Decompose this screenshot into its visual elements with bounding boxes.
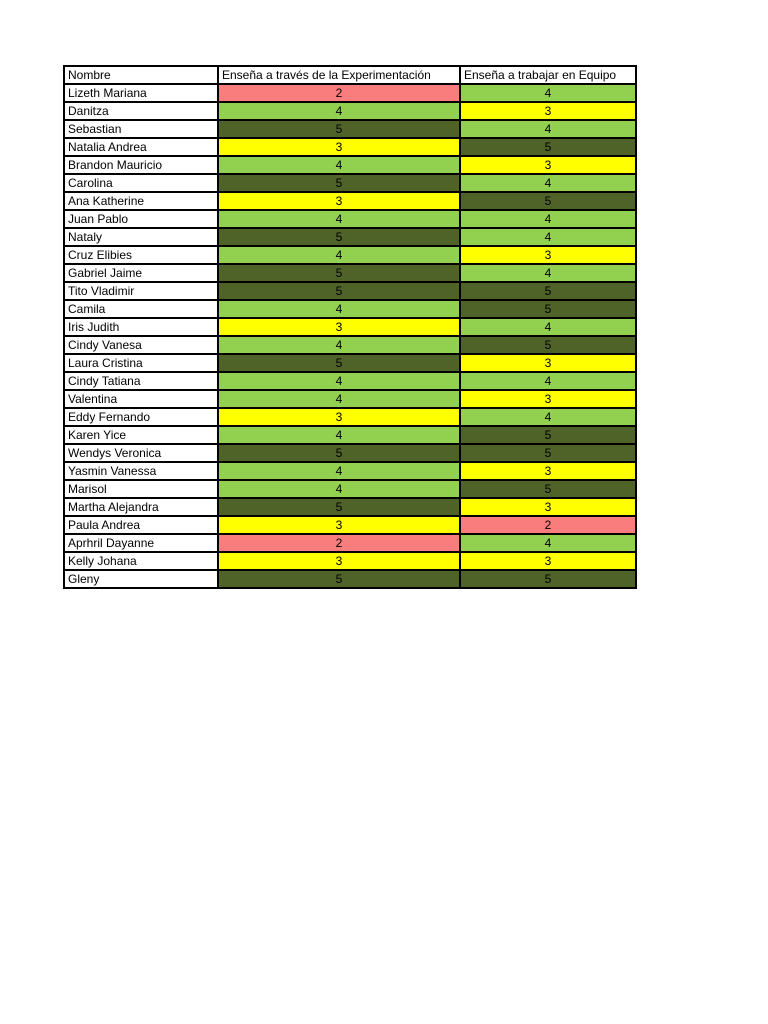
- cell-equipo: 4: [460, 120, 636, 138]
- cell-experimentacion: 5: [218, 570, 460, 588]
- cell-equipo: 3: [460, 462, 636, 480]
- cell-equipo: 3: [460, 246, 636, 264]
- cell-experimentacion: 5: [218, 120, 460, 138]
- table-row: [64, 210, 636, 228]
- cell-nombre: Marisol: [64, 480, 218, 498]
- table-row: [64, 192, 636, 210]
- cell-nombre: Iris Judith: [64, 318, 218, 336]
- cell-experimentacion: 4: [218, 372, 460, 390]
- cell-nombre: Sebastian: [64, 120, 218, 138]
- table-row: [64, 534, 636, 552]
- cell-experimentacion: 5: [218, 174, 460, 192]
- cell-nombre: Danitza: [64, 102, 218, 120]
- cell-nombre: Natalia Andrea: [64, 138, 218, 156]
- cell-nombre: Valentina: [64, 390, 218, 408]
- table-row: [64, 156, 636, 174]
- cell-nombre: Martha Alejandra: [64, 498, 218, 516]
- table-row: [64, 84, 636, 102]
- table-row: [64, 102, 636, 120]
- header-experimentacion: Enseña a través de la Experimentación: [218, 66, 460, 84]
- cell-equipo: 4: [460, 228, 636, 246]
- cell-equipo: 3: [460, 498, 636, 516]
- cell-experimentacion: 4: [218, 102, 460, 120]
- cell-experimentacion: 4: [218, 390, 460, 408]
- table-row: [64, 300, 636, 318]
- cell-equipo: 3: [460, 156, 636, 174]
- cell-nombre: Cindy Vanesa: [64, 336, 218, 354]
- cell-nombre: Camila: [64, 300, 218, 318]
- table-row: [64, 570, 636, 588]
- header-nombre: Nombre: [64, 66, 218, 84]
- cell-experimentacion: 4: [218, 336, 460, 354]
- cell-nombre: Wendys Veronica: [64, 444, 218, 462]
- cell-nombre: Ana Katherine: [64, 192, 218, 210]
- cell-experimentacion: 3: [218, 138, 460, 156]
- cell-experimentacion: 4: [218, 480, 460, 498]
- cell-nombre: Yasmin Vanessa: [64, 462, 218, 480]
- cell-nombre: Laura Cristina: [64, 354, 218, 372]
- cell-equipo: 5: [460, 282, 636, 300]
- cell-experimentacion: 5: [218, 282, 460, 300]
- cell-experimentacion: 5: [218, 354, 460, 372]
- table-row: [64, 444, 636, 462]
- cell-experimentacion: 5: [218, 498, 460, 516]
- cell-equipo: 4: [460, 174, 636, 192]
- table-row: [64, 336, 636, 354]
- table-row: [64, 138, 636, 156]
- cell-equipo: 4: [460, 264, 636, 282]
- cell-experimentacion: 5: [218, 264, 460, 282]
- cell-equipo: 4: [460, 408, 636, 426]
- cell-experimentacion: 4: [218, 462, 460, 480]
- cell-experimentacion: 4: [218, 210, 460, 228]
- cell-equipo: 3: [460, 552, 636, 570]
- cell-equipo: 4: [460, 372, 636, 390]
- cell-nombre: Karen Yice: [64, 426, 218, 444]
- table-row: [64, 462, 636, 480]
- header-equipo: Enseña a trabajar en Equipo: [460, 66, 636, 84]
- cell-nombre: Eddy Fernando: [64, 408, 218, 426]
- cell-nombre: Nataly: [64, 228, 218, 246]
- table-row: [64, 390, 636, 408]
- cell-experimentacion: 4: [218, 426, 460, 444]
- table-row: [64, 264, 636, 282]
- cell-equipo: 5: [460, 480, 636, 498]
- table-row: [64, 480, 636, 498]
- table-row: [64, 408, 636, 426]
- cell-experimentacion: 4: [218, 246, 460, 264]
- cell-equipo: 5: [460, 336, 636, 354]
- cell-nombre: Cruz Elibies: [64, 246, 218, 264]
- cell-equipo: 2: [460, 516, 636, 534]
- table-row: [64, 246, 636, 264]
- cell-nombre: Brandon Mauricio: [64, 156, 218, 174]
- cell-equipo: 4: [460, 210, 636, 228]
- cell-experimentacion: 3: [218, 192, 460, 210]
- cell-equipo: 4: [460, 318, 636, 336]
- cell-nombre: Lizeth Mariana: [64, 84, 218, 102]
- table-row: [64, 282, 636, 300]
- ratings-table: [63, 65, 637, 589]
- cell-experimentacion: 2: [218, 84, 460, 102]
- cell-equipo: 5: [460, 444, 636, 462]
- cell-experimentacion: 3: [218, 408, 460, 426]
- cell-equipo: 5: [460, 138, 636, 156]
- cell-experimentacion: 4: [218, 300, 460, 318]
- table-row: [64, 372, 636, 390]
- cell-experimentacion: 5: [218, 228, 460, 246]
- cell-experimentacion: 3: [218, 552, 460, 570]
- table-row: [64, 354, 636, 372]
- table-row: [64, 426, 636, 444]
- cell-experimentacion: 3: [218, 318, 460, 336]
- cell-experimentacion: 3: [218, 516, 460, 534]
- cell-nombre: Tito Vladimir: [64, 282, 218, 300]
- table-row: [64, 552, 636, 570]
- cell-equipo: 3: [460, 354, 636, 372]
- cell-equipo: 4: [460, 534, 636, 552]
- cell-equipo: 5: [460, 192, 636, 210]
- cell-nombre: Gleny: [64, 570, 218, 588]
- table-row: [64, 120, 636, 138]
- cell-equipo: 5: [460, 570, 636, 588]
- cell-nombre: Kelly Johana: [64, 552, 218, 570]
- table-row: [64, 516, 636, 534]
- cell-nombre: Paula Andrea: [64, 516, 218, 534]
- cell-nombre: Cindy Tatiana: [64, 372, 218, 390]
- table-row: [64, 318, 636, 336]
- cell-experimentacion: 2: [218, 534, 460, 552]
- cell-equipo: 3: [460, 390, 636, 408]
- table-row: [64, 174, 636, 192]
- cell-equipo: 5: [460, 426, 636, 444]
- table-row: [64, 228, 636, 246]
- cell-equipo: 4: [460, 84, 636, 102]
- table-row: [64, 498, 636, 516]
- cell-equipo: 3: [460, 102, 636, 120]
- cell-equipo: 5: [460, 300, 636, 318]
- cell-experimentacion: 5: [218, 444, 460, 462]
- cell-nombre: Aprhril Dayanne: [64, 534, 218, 552]
- cell-nombre: Juan Pablo: [64, 210, 218, 228]
- cell-nombre: Carolina: [64, 174, 218, 192]
- cell-experimentacion: 4: [218, 156, 460, 174]
- cell-nombre: Gabriel Jaime: [64, 264, 218, 282]
- header-row: [64, 66, 636, 84]
